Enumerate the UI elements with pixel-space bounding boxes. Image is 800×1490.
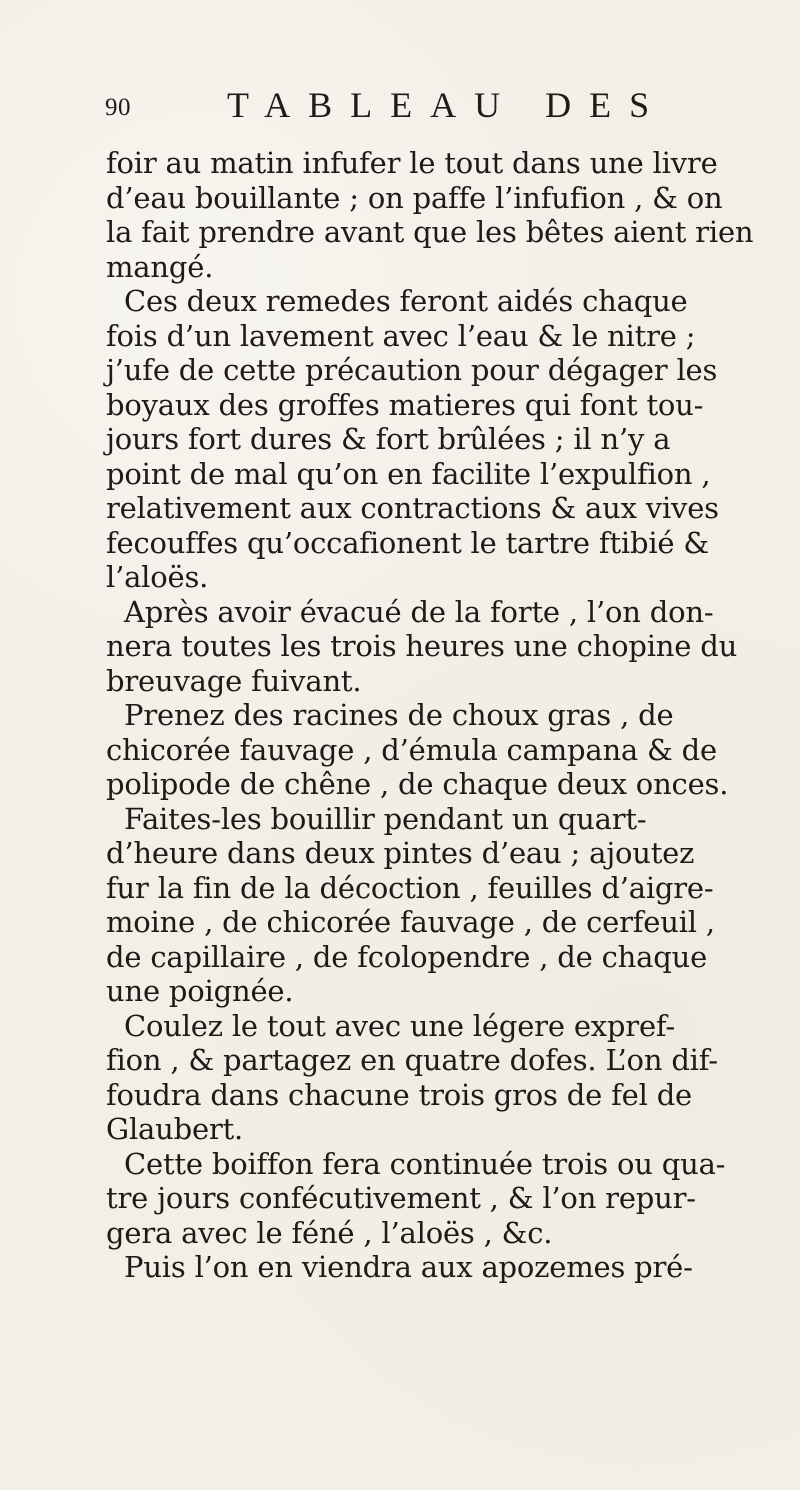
text-line: de capillaire , de fcolopendre , de chaque: [106, 939, 708, 974]
page-text: [106, 146, 786, 1285]
text-line: la fait prendre avant que les bêtes aient rien: [106, 215, 754, 249]
text-line: Glaubert.: [106, 1112, 244, 1146]
text-line: Puis l’on en viendra aux apozemes pré-: [124, 1250, 693, 1284]
text-line: une poignée.: [106, 974, 294, 1008]
text-line: nera toutes les trois heures une chopine du: [106, 629, 738, 663]
text-line: foudra dans chacune trois gros de fel de: [106, 1077, 693, 1112]
text-line: d’eau bouillante ; on paffe l’infufion , & on: [106, 180, 723, 215]
text-line: Ces deux remedes feront aidés chaque: [124, 284, 688, 318]
text-line: j’ufe de cette précaution pour dégager les: [106, 353, 718, 387]
text-line: foir au matin infufer le tout dans une livre: [106, 146, 718, 180]
text-line: breuvage fuivant.: [106, 663, 362, 698]
text-line: Cette boiffon fera continuée trois ou qua-: [124, 1146, 726, 1181]
text-line: chicorée fauvage , d’émula campana & de: [106, 732, 717, 767]
text-line: boyaux des groffes matieres qui font tou-: [106, 387, 704, 422]
text-line: gera avec le féné , l’aloës , &c.: [106, 1215, 553, 1250]
text-line: polipode de chêne , de chaque deux onces.: [106, 767, 729, 801]
text-line: Coulez le tout avec une légere expref-: [124, 1008, 676, 1043]
running-title: TABLEAU DES: [227, 85, 668, 125]
text-line: Faites-les bouillir pendant un quart-: [124, 801, 647, 836]
text-line: relativement aux contractions & aux vives: [106, 491, 719, 525]
text-line: fion , & partagez en quatre dofes. L’on dif-: [106, 1043, 718, 1077]
text-line: jours fort dures & fort brûlées ; il n’y a: [106, 422, 671, 456]
text-line: moine , de chicorée fauvage , de cerfeuil ,: [106, 905, 715, 939]
running-head: [105, 85, 668, 128]
text-line: fecouffes qu’occafionent le tartre ftibié &: [106, 525, 710, 560]
text-line: point de mal qu’on en facilite l’expulfion ,: [106, 456, 711, 491]
text-line: l’aloës.: [106, 560, 209, 594]
text-line: d’heure dans deux pintes d’eau ; ajoutez: [106, 836, 695, 870]
text-line: fur la fin de la décoction , feuilles d’aigre-: [106, 870, 714, 905]
text-line: tre jours confécutivement , & l’on repur-: [106, 1181, 696, 1215]
text-line: Prenez des racines de choux gras , de: [124, 698, 674, 732]
text-line: fois d’un lavement avec l’eau & le nitre ;: [106, 318, 696, 353]
text-line: Après avoir évacué de la forte , l’on don-: [124, 594, 714, 629]
page-number: 90: [105, 94, 131, 121]
text-line: mangé.: [106, 249, 214, 284]
